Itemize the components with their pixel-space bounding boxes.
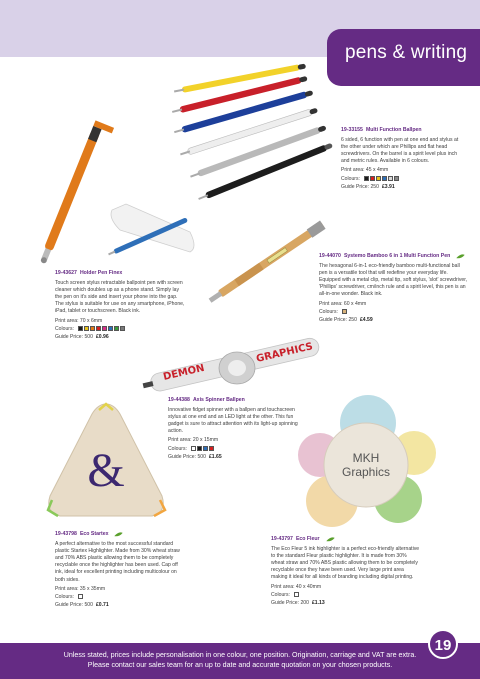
guide-price [319,317,469,324]
product-title [319,253,469,260]
colour-swatch [382,176,387,181]
product-name: Multi Function Ballpen [365,127,422,133]
print-area: Print area: 35 x 35mm [55,585,106,592]
product-code: 19-33155 [341,127,363,133]
print-area: Print area: 60 x 4mm [319,300,367,307]
colour-swatch [376,176,381,181]
guide-price [341,184,466,191]
eco-leaf-icon [325,537,336,542]
footer-line-2: Please contact our sales team for an up to date and accurate quotation on your chosen products. [87,661,393,669]
print-area: Print area: 45 x 4mm [341,167,389,174]
product-title [55,531,183,538]
colour-swatches [294,592,299,597]
product-description: The Eco Fleur 5 ink highlighter is a perfect eco-friendly alternative to the standard Fleur plastic highlighter. It is made from 30% wheat straw and 70% ABS plastic allowing them to be completely recyclable once they have been used. Very large print area making it ideal for all kinds of branding including digital printing. [271,546,420,581]
colour-swatch [120,326,125,331]
product-code: 19-43797 [271,536,293,542]
spinner-pen-image [145,326,325,404]
colours-row [319,309,469,316]
colour-swatches [342,309,347,314]
colour-swatch [364,176,369,181]
eco-leaf-icon [455,254,466,259]
guide-price [168,454,298,461]
product-title [168,397,298,404]
eco-startex-image [44,400,169,522]
colour-swatches [191,446,214,451]
product-description: Touch screen stylus retractable ballpoint pen with screen cleaner which doubles up as a phone stand. Simply lay the pen on it's side and insert your phone into the gap. The stylus is suitable for use on any smartphone, iPhone, iPad, tablet or touchscreen. Black ink. [55,280,185,315]
colours-label: Colours: [319,308,338,315]
colour-swatch [84,326,89,331]
product-name: Systemo Bamboo 6 in 1 Multi Function Pen [343,253,451,259]
colours-row [271,592,421,599]
colour-swatch [78,594,83,599]
product-description: Innovative fidget spinner with a ballpen and touchscreen stylus at one end and an LED light at the other. This fun gadget is sure to attract attention with its light-up spinning action. [168,407,298,435]
price-value: £1.13 [311,599,325,606]
product-systemo-bamboo-pen [319,253,469,324]
colours-label: Colours: [168,445,187,452]
print-area: Print area: 40 x 40mm [271,583,322,590]
startex-logo: & [87,444,125,497]
fleur-logo-line1: MKH [352,451,380,465]
print-area: Print area: 70 x 6mm [55,317,103,324]
price-value: £0.96 [95,333,109,340]
price-value: £1.65 [208,453,222,460]
product-title [55,270,185,277]
product-axis-spinner-ballpen [168,397,298,461]
colour-swatch [96,326,101,331]
product-title [271,536,421,543]
product-name: Holder Pen Finex [79,270,123,276]
colours-row [55,594,183,601]
price-label: Guide Price: 500 [55,601,93,608]
product-code: 19-44388 [168,397,190,403]
section-title: pens & writing [345,42,468,63]
product-name: Eco Fleur [295,536,320,542]
product-description: The hexagonal 6-in-1 eco-friendly bamboo multi-functional ball pen is a versatile tool that will redefine your everyday life. Equipped with a metal clip, metal tip, soft stylus, 'slot' screwdriver, 'Phillips' screwdriver, cm/inch rule and a spirit level, this pen is an all-in-one wonder. Black ink. [319,263,468,298]
colour-swatch [108,326,113,331]
product-code: 19-43627 [55,270,77,276]
section-tab [327,29,480,86]
price-value: £4.59 [359,316,373,323]
product-title [341,127,466,134]
colour-swatch [388,176,393,181]
colours-label: Colours: [55,593,74,600]
colour-swatch [78,326,83,331]
colour-swatch [114,326,119,331]
product-name: Eco Startex [79,531,109,537]
colour-swatches [78,594,83,599]
product-description: A perfect alternative to the most successful standard plastic Startex Highlighter. Made from 30% wheat straw and 70% ABS plastic allowing them to be completely recyclable once the highlighter has been used. Cap off ink, ideal for excellent printing including multicolour on both sides. [55,541,180,583]
guide-price [55,602,183,609]
product-multi-function-ballpen [341,127,466,191]
colour-swatch [191,446,196,451]
eco-fleur-image [298,395,438,530]
colour-swatch [197,446,202,451]
colour-swatches [364,176,399,181]
eco-leaf-icon [113,532,124,537]
footer-line-1: Unless stated, prices include personalisation in one colour, one position. Origination, carriage and VAT are extra. [63,651,417,659]
footer-band [0,643,480,679]
colour-swatch [90,326,95,331]
spinner-print-left: DEMON [162,362,206,383]
colour-swatch [342,309,347,314]
product-code: 19-43798 [55,531,77,537]
colour-swatches [78,326,125,331]
guide-price [271,600,421,607]
price-value: £3.91 [381,183,395,190]
spinner-print-right: GRAPHICS [255,341,314,365]
product-code: 19-44070 [319,253,341,259]
colour-swatch [394,176,399,181]
price-value: £0.71 [95,601,109,608]
fleur-logo-line2: Graphics [341,465,391,479]
price-label: Guide Price: 250 [319,316,357,323]
price-label: Guide Price: 250 [341,183,379,190]
price-label: Guide Price: 500 [168,453,206,460]
colour-swatch [203,446,208,451]
colours-label: Colours: [55,325,74,332]
holder-pen-image [28,112,203,262]
product-description: 6 sided, 6 function with pen at one end and stylus at the other under which are Phillips and flat head screwdrivers. On the barrel is a spirit level plus inch and metric rules. Available in 6 colours. [341,137,459,165]
product-name: Axis Spinner Ballpen [192,397,245,403]
colour-swatch [370,176,375,181]
print-area: Print area: 20 x 15mm [168,437,219,444]
product-eco-startex [55,531,183,609]
colours-row [168,446,298,453]
colours-label: Colours: [341,175,360,182]
price-label: Guide Price: 200 [271,599,309,606]
colour-swatch [209,446,214,451]
colours-row [341,176,466,183]
colour-swatch [294,592,299,597]
page-number: 19 [428,629,458,659]
colour-swatch [102,326,107,331]
colours-label: Colours: [271,591,290,598]
price-label: Guide Price: 500 [55,333,93,340]
product-eco-fleur [271,536,421,607]
